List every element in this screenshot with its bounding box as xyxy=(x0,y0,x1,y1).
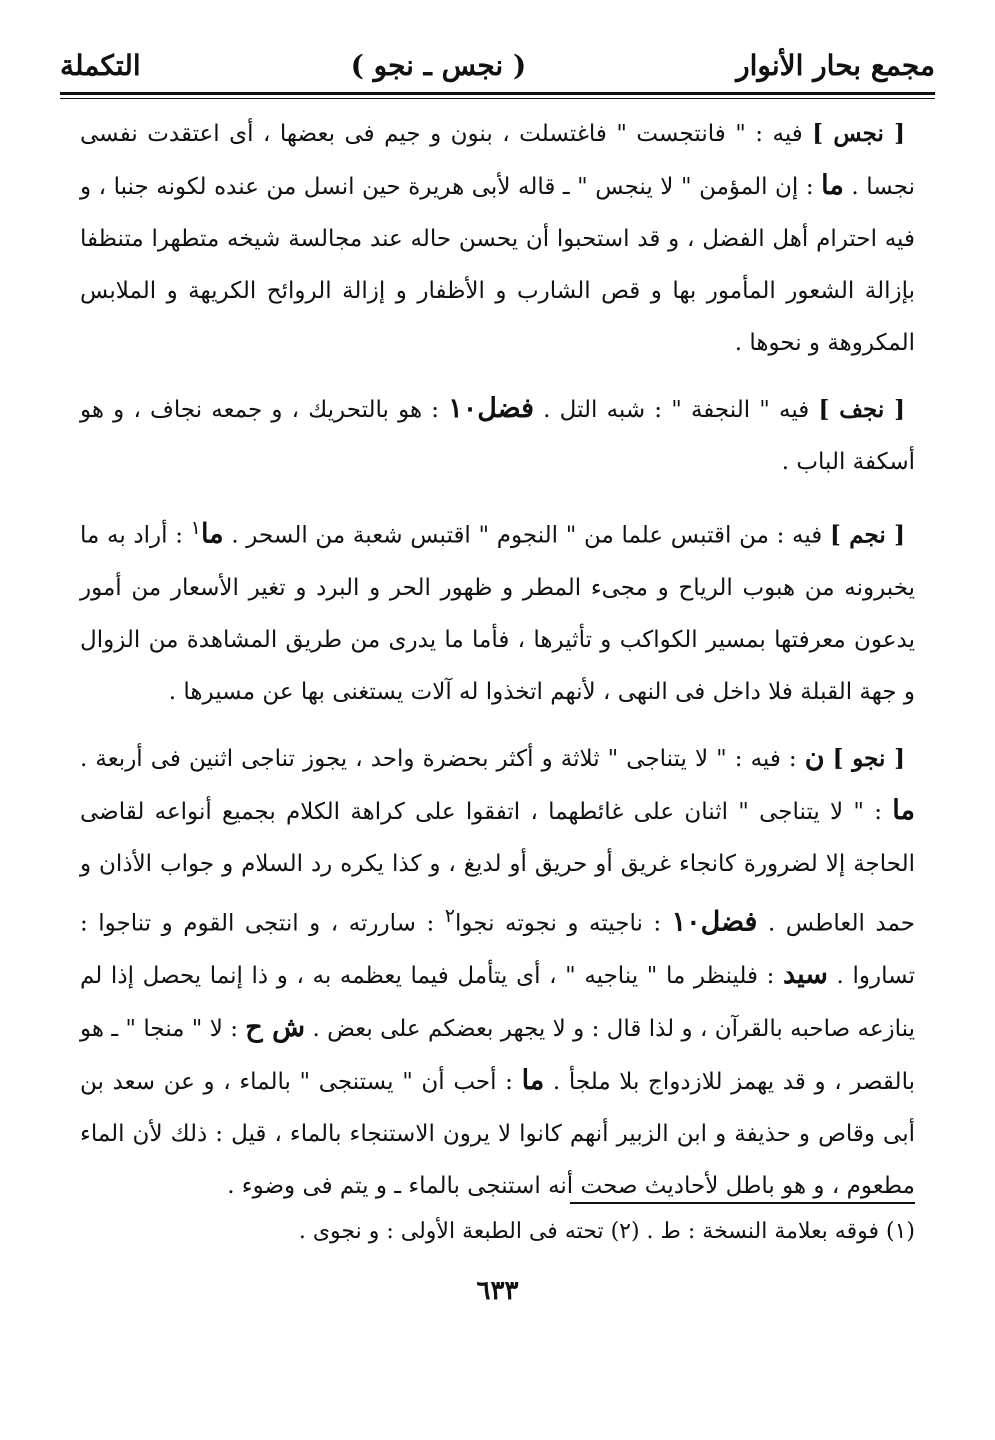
entry-headword: [ نجم ] xyxy=(829,521,905,549)
entry-range: ( نجس ـ نجو ) xyxy=(350,48,527,82)
source-siglum: فضل١٠ xyxy=(448,393,535,424)
source-siglum: ما xyxy=(821,170,844,201)
entry-text: : لا " منجا " ـ هو بالقصر ، و قد يهمز للازدواج بلا ملجأ . xyxy=(80,1016,915,1096)
entry-text: : ناجيته و نجوته نجوا xyxy=(455,910,672,937)
footnote-rule xyxy=(570,1202,915,1204)
entry-text: : أراد به ما يخبرونه من هبوب الرياح و مجىء المطر و ظهور الحر و البرد و تغير الأسعار من أمور يدعون معرفتها بمسير الكواكب و تأثيرها ، فأما ما يدرى من طريق المشاهدة من الزوال و جهة القبلة فلا داخل فى النهى ، لأنهم اتخذوا له آلات يستغنى بها عن مسيرها . xyxy=(80,522,915,705)
entry-text: : ساررته ، و انتجى القوم و تناجوا : تساروا . xyxy=(80,910,916,990)
entry-text: : " لا يتناجى " اثنان على غائطهما ، اتفقوا على كراهة الكلام بجميع أنواعه لقاضى الحاجة إلا لضرورة كانجاء غريق أو حريق أو لديغ ، و كذا يكره رد السلام و جواب الأذان و حمد العاطس . xyxy=(80,798,915,937)
section-name: التكملة xyxy=(60,48,141,82)
entry-text: فيه : " فانتجست " فاغتسلت ، بنون و جيم فى بعضها ، أى اعتقدت نفسى نجسا . xyxy=(80,121,915,200)
entry-text: : إن المؤمن " لا ينجس " ـ قاله لأبى هريرة حين انسل من عنده لكونه جنبا ، و فيه احترام أهل الفضل ، و قد استحبوا أن يحسن حاله عند مجالسة شيخه متطهرا متنظفا بإزالة الشعور المأمور بها و قص الشارب و الأظفار و إزالة الروائح الكريهة و الملابس المكروهة و نحوها . xyxy=(80,174,915,356)
source-siglum: ن xyxy=(804,741,825,773)
header-rule-thick xyxy=(60,92,935,95)
header-rule-thin xyxy=(60,98,935,99)
running-header xyxy=(60,40,935,90)
source-siglum: فضل١٠ xyxy=(671,906,758,938)
main-text xyxy=(80,108,915,1220)
entry-paragraph xyxy=(80,108,915,369)
footnotes: (١) فوقه بعلامة النسخة : ط . (٢) تحته فى الطبعة الأولى : و نجوى . xyxy=(298,1219,915,1244)
entry-text: : أحب أن " يستنجى " بالماء ، و عن سعد بن أبى وقاص و حذيفة و ابن الزبير أنهم كانوا لا يرون الاستنجاء بالماء ، قيل : ذلك لأن الماء مطعوم ، و هو باطل لأحاديث صحت أنه استنجى بالماء ـ و يتم فى وضوء . xyxy=(80,1069,915,1200)
entry-text: فيه : من اقتبس علما من " النجوم " اقتبس شعبة من السحر . xyxy=(223,522,830,549)
source-siglum: ما xyxy=(200,518,224,550)
entry-text xyxy=(825,746,833,772)
footnote-ref: ٢ xyxy=(444,903,455,927)
source-siglum: سيد xyxy=(782,959,828,991)
entry-headword: [ نجس ] xyxy=(812,120,905,147)
entry-text: : هو بالتحريك ، و جمعه نجاف ، و هو أسكفة الباب . xyxy=(80,397,915,475)
source-siglum: ش ح xyxy=(245,1012,306,1044)
entry-text: : فيه : " لا يتناجى " ثلاثة و أكثر بحضرة واحد ، يجوز تناجى اثنين فى أربعة . xyxy=(80,745,805,772)
entry-headword: [ نجف ] xyxy=(818,396,905,423)
entry-paragraph xyxy=(80,732,915,1213)
entry-paragraph xyxy=(80,383,915,488)
entry-text: فيه " النجفة " : شبه التل . xyxy=(534,397,819,423)
entry-paragraph xyxy=(80,502,915,718)
source-siglum: ما xyxy=(892,794,915,826)
footnote-ref: ١ xyxy=(190,516,201,539)
entry-headword: [ نجو ] xyxy=(832,744,905,772)
source-siglum: ما xyxy=(521,1065,545,1097)
page-number: ٦٣٣ xyxy=(476,1276,519,1306)
entry-text: : فلينظر ما " يناجيه " ، أى يتأمل فيما يعظمه به ، و ذا إنما يحصل إذا لم ينازعه صاحبه بالقرآن ، و لذا قال : و لا يجهر بعضكم على بعض . xyxy=(80,963,915,1043)
book-title: مجمع بحار الأنوار xyxy=(736,48,935,82)
